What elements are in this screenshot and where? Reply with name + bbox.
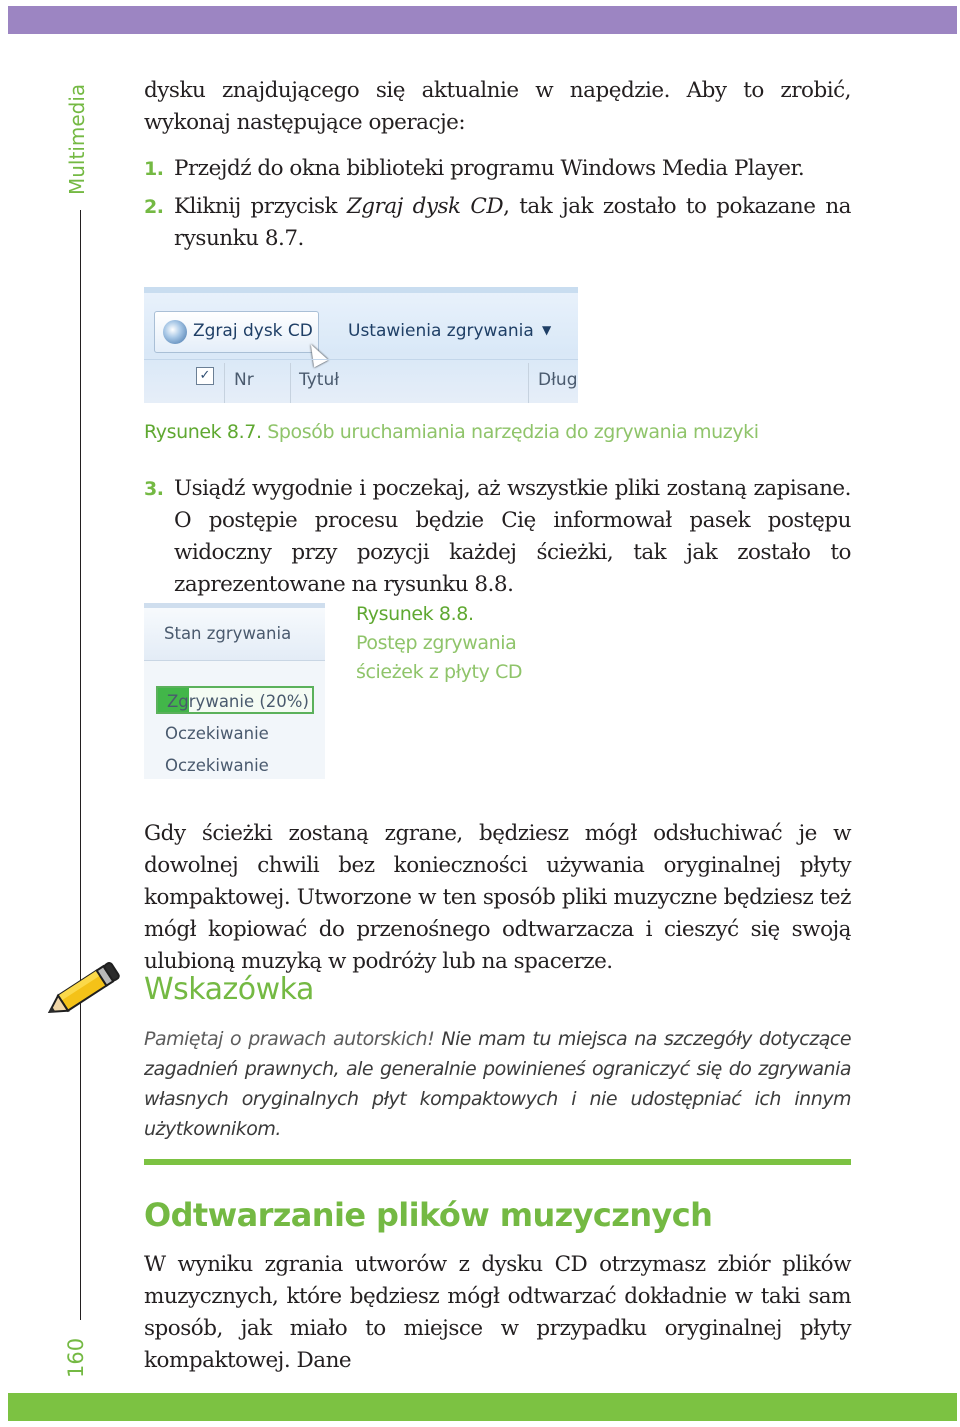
column-header-length[interactable]: Dług: [538, 370, 578, 390]
top-color-bar: [8, 6, 957, 34]
figure-1-caption: [144, 418, 759, 447]
step-text: Przejdź do okna biblioteki programu Windows Media Player.: [174, 156, 805, 181]
step-number: 2.: [144, 196, 164, 218]
pencil-icon: [40, 955, 124, 1029]
rip-waiting-row: [156, 752, 314, 779]
rip-status-column-header: [144, 608, 325, 661]
rip-settings-menu[interactable]: Ustawienia zgrywania: [348, 321, 534, 341]
body-paragraph: Gdy ścieżki zostaną zgrane, będziesz mógł odsłuchiwać je w dowolnej chwili bez konieczności używania oryginalnej płyty kompaktowej. Utworzone w ten sposób pliki muzyczne będziesz też mógł kopiować do przenośnego odtwarzacza i cieszyć się swoją ulubioną muzyką w podróży lub na spacerze.: [144, 821, 851, 974]
page-number: 160: [64, 1337, 88, 1378]
select-all-checkbox[interactable]: ✓: [196, 367, 214, 385]
rip-progress-text: Zgrywanie (20%): [167, 692, 309, 711]
figure-2-caption-line-2: ścieżek z płyty CD: [356, 661, 523, 683]
figure-1-caption-label: Rysunek 8.7.: [144, 421, 262, 443]
figure-rip-status-screenshot: [144, 603, 325, 779]
section-divider: [144, 1159, 851, 1165]
step-number: 3.: [144, 478, 164, 500]
bottom-color-bar: [8, 1393, 957, 1421]
column-separator: [290, 363, 291, 403]
step-text-italic: Zgraj dysk CD: [346, 194, 504, 219]
rip-status-header-text: Stan zgrywania: [164, 624, 292, 643]
section-paragraph: W wyniku zgrania utworów z dysku CD otrzymasz zbiór plików muzycznych, które będziesz mógł odtwarzać dokładnie w taki sam sposób, jak miało to miejsce w przypadku oryginalnej płyty kompaktowej. Dane: [144, 1252, 851, 1373]
tip-body: Nie mam tu miejsca na szczegóły dotyczące zagadnień prawnych, ale generalnie powinieneś ograniczyć się do zgrywania własnych oryginalnych płyt kompaktowych i nie udostępniać ich innym użytkownikom.: [144, 1028, 852, 1140]
section-heading: Odtwarzanie plików muzycznych: [144, 1196, 713, 1234]
step-text-after: , tak jak zostało to pokazane na rysunku 8.7.: [174, 194, 851, 251]
rip-progress-row: [156, 686, 314, 714]
step-text: [174, 191, 851, 255]
section-side-label: Multimedia: [65, 83, 89, 195]
column-header-nr[interactable]: Nr: [234, 370, 254, 390]
rip-cd-button[interactable]: [154, 311, 319, 353]
step-2: [144, 191, 851, 255]
rip-cd-button-label: Zgraj dysk CD: [193, 321, 313, 341]
rip-waiting-text: Oczekiwanie: [165, 724, 269, 743]
step-text: Usiądź wygodnie i poczekaj, aż wszystkie pliki zostaną zapisane. O postępie procesu będzie Cię informował pasek postępu widoczny przy pozycji każdej ścieżki, tak jak zostało to zaprezentowane na rysunku 8.8.: [174, 476, 851, 597]
column-header-title[interactable]: Tytuł: [299, 370, 340, 390]
cd-rip-icon: [163, 320, 187, 344]
toolbar-separator: [144, 359, 578, 360]
figure-2-caption-label: Rysunek 8.8.: [356, 603, 474, 625]
step-number: 1.: [144, 158, 164, 180]
chevron-down-icon[interactable]: ▼: [542, 323, 552, 337]
step-3: [144, 473, 851, 601]
step-1: [144, 153, 851, 185]
tip-text: [144, 1024, 851, 1144]
rip-waiting-row: [156, 720, 314, 748]
side-divider-line: [80, 210, 81, 1320]
tip-lead: Pamiętaj o prawach autorskich!: [144, 1028, 435, 1050]
figure-2-caption: [356, 600, 522, 687]
step-text-before: Kliknij przycisk: [174, 194, 347, 219]
column-separator: [224, 363, 225, 403]
tip-title: Wskazówka: [144, 972, 314, 1007]
figure-2-caption-line-1: Postęp zgrywania: [356, 632, 517, 654]
figure-1-caption-text: Sposób uruchamiania narzędzia do zgrywania muzyki: [267, 421, 759, 443]
column-separator: [528, 363, 529, 403]
rip-waiting-text: Oczekiwanie: [165, 756, 269, 775]
intro-paragraph: dysku znajdującego się aktualnie w napędzie. Aby to zrobić, wykonaj następujące operacje:: [144, 78, 851, 135]
figure-rip-toolbar-screenshot: [144, 287, 578, 403]
